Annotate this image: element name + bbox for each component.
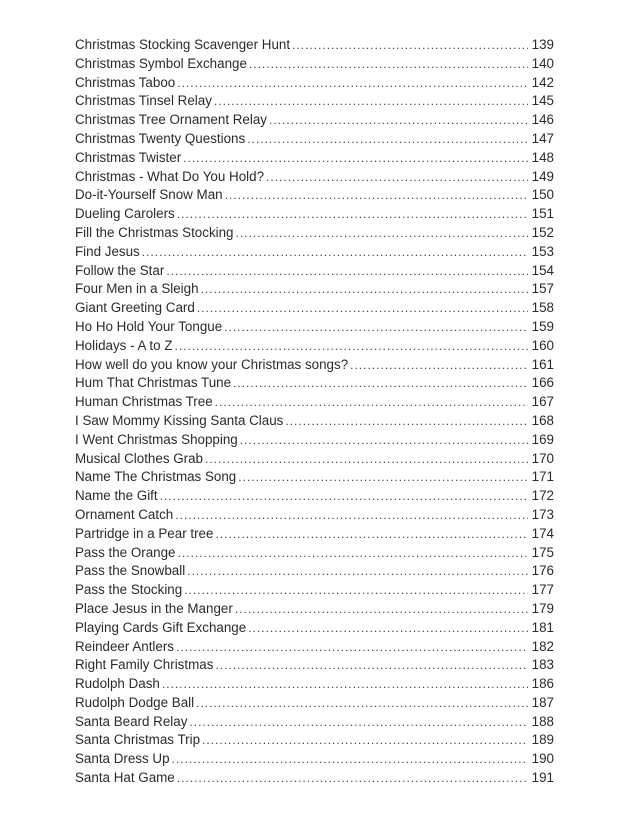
toc-entry[interactable] [75, 506, 554, 525]
toc-entry-page-number: 145 [531, 93, 554, 109]
dot-leader [269, 111, 528, 130]
toc-entry[interactable] [75, 356, 554, 375]
toc-entry[interactable] [75, 280, 554, 299]
toc-entry[interactable] [75, 431, 554, 450]
toc-entry-title: Santa Beard Relay [75, 713, 188, 729]
toc-entry-page-number: 183 [531, 657, 554, 673]
toc-entry-title: Christmas Twenty Questions [75, 130, 246, 146]
toc-entry-page-number: 148 [531, 149, 554, 165]
toc-entry[interactable] [75, 638, 554, 657]
toc-entry-title: Holidays - A to Z [75, 337, 173, 353]
toc-entry-title: Name The Christmas Song [75, 469, 237, 485]
dot-leader [202, 731, 528, 750]
dot-leader [214, 92, 528, 111]
dot-leader [225, 186, 528, 205]
toc-entry-title: Ornament Catch [75, 506, 174, 522]
toc-entry[interactable] [75, 581, 554, 600]
toc-entry-title: Follow the Star [75, 262, 165, 278]
dot-leader [249, 55, 528, 74]
toc-entry-page-number: 158 [531, 300, 554, 316]
toc-entry-page-number: 181 [531, 619, 554, 635]
toc-entry[interactable] [75, 562, 554, 581]
dot-leader [142, 243, 528, 262]
toc-entry-title: I Went Christmas Shopping [75, 431, 238, 447]
dot-leader [247, 130, 528, 149]
dot-leader [215, 656, 528, 675]
toc-entry-page-number: 161 [531, 356, 554, 372]
toc-entry-page-number: 166 [531, 375, 554, 391]
toc-entry-page-number: 151 [531, 206, 554, 222]
dot-leader [205, 450, 528, 469]
dot-leader [285, 412, 528, 431]
toc-entry[interactable] [75, 600, 554, 619]
toc-entry-page-number: 153 [531, 243, 554, 259]
dot-leader [175, 337, 529, 356]
toc-entry-title: Santa Christmas Trip [75, 732, 201, 748]
toc-entry-title: Christmas Stocking Scavenger Hunt [75, 37, 291, 52]
toc-entry[interactable] [75, 168, 554, 187]
dot-leader [215, 525, 528, 544]
toc-entry-page-number: 150 [531, 187, 554, 203]
toc-entry-title: Christmas - What Do You Hold? [75, 168, 265, 184]
toc-entry-page-number: 160 [531, 337, 554, 353]
dot-leader [177, 205, 528, 224]
toc-entry-title: Rudolph Dodge Ball [75, 694, 195, 710]
toc-entry[interactable] [75, 487, 554, 506]
dot-leader [215, 393, 528, 412]
dot-leader [172, 750, 528, 769]
dot-leader [240, 431, 528, 450]
toc-entry-page-number: 149 [531, 168, 554, 184]
toc-entry-title: Dueling Carolers [75, 206, 175, 222]
toc-entry-title: Fill the Christmas Stocking [75, 224, 234, 240]
toc-entry-page-number: 171 [531, 469, 554, 485]
dot-leader [177, 769, 528, 788]
toc-entry-title: Do-it-Yourself Snow Man [75, 187, 223, 203]
dot-leader [175, 506, 528, 525]
toc-entry-page-number: 174 [531, 525, 554, 541]
dot-leader [233, 374, 528, 393]
toc-entry[interactable] [75, 619, 554, 638]
toc-entry-title: Reindeer Antlers [75, 638, 174, 654]
toc-entry[interactable] [75, 36, 554, 55]
dot-leader [197, 299, 528, 318]
toc-entry[interactable] [75, 299, 554, 318]
toc-entry[interactable] [75, 393, 554, 412]
toc-entry[interactable] [75, 656, 554, 675]
toc-entry-title: Find Jesus [75, 243, 140, 259]
dot-leader [177, 74, 528, 93]
toc-entry[interactable] [75, 450, 554, 469]
toc-entry-page-number: 176 [531, 563, 554, 579]
dot-leader [201, 280, 528, 299]
toc-entry-title: Christmas Twister [75, 149, 182, 165]
toc-entry[interactable] [75, 750, 554, 769]
toc-entry[interactable] [75, 262, 554, 281]
toc-entry-title: Pass the Stocking [75, 582, 183, 598]
toc-entry-page-number: 157 [531, 281, 554, 297]
toc-entry-title: Santa Dress Up [75, 751, 170, 767]
toc-entry-page-number: 168 [531, 412, 554, 428]
toc-entry-title: How well do you know your Christmas songs? [75, 356, 349, 372]
toc-entry-title: Pass the Orange [75, 544, 176, 560]
toc-entry-page-number: 173 [531, 506, 554, 522]
toc-entry-page-number: 182 [531, 638, 554, 654]
toc-entry[interactable] [75, 694, 554, 713]
toc-entry[interactable] [75, 713, 554, 732]
toc-entry-page-number: 146 [531, 112, 554, 128]
toc-entry[interactable] [75, 769, 554, 788]
toc-entry-page-number: 169 [531, 431, 554, 447]
dot-leader [160, 487, 528, 506]
toc-entry-title: Playing Cards Gift Exchange [75, 619, 247, 635]
toc-entry-title: Four Men in a Sleigh [75, 281, 199, 297]
toc-entry-page-number: 147 [531, 130, 554, 146]
toc-entry-title: Christmas Symbol Exchange [75, 55, 247, 71]
toc-entry-title: Giant Greeting Card [75, 300, 195, 316]
toc-entry[interactable] [75, 111, 554, 130]
toc-entry-title: Place Jesus in the Manger [75, 600, 233, 616]
dot-leader [266, 168, 528, 187]
toc-entry-title: Human Christmas Tree [75, 394, 213, 410]
toc-entry-page-number: 177 [531, 582, 554, 598]
dot-leader [187, 562, 528, 581]
dot-leader [238, 468, 528, 487]
toc-entry-page-number: 159 [531, 318, 554, 334]
toc-entry[interactable] [75, 186, 554, 205]
toc-entry-page-number: 167 [531, 394, 554, 410]
dot-leader [162, 675, 528, 694]
toc-entry-title: Christmas Tree Ornament Relay [75, 112, 267, 128]
toc-entry-page-number: 190 [531, 751, 554, 767]
toc-entry-title: Musical Clothes Grab [75, 450, 204, 466]
dot-leader [292, 36, 528, 55]
dot-leader [236, 224, 528, 243]
dot-leader [248, 619, 528, 638]
dot-leader [166, 262, 528, 281]
toc-entry-title: I Saw Mommy Kissing Santa Claus [75, 412, 284, 428]
toc-entry[interactable] [75, 675, 554, 694]
toc-entry-title: Right Family Christmas [75, 657, 214, 673]
toc-entry-page-number: 175 [531, 544, 554, 560]
toc-entry-page-number: 189 [531, 732, 554, 748]
toc-entry[interactable] [75, 468, 554, 487]
dot-leader [178, 544, 529, 563]
toc-entry-page-number: 179 [531, 600, 554, 616]
toc-entry[interactable] [75, 224, 554, 243]
toc-entry-page-number: 186 [531, 676, 554, 692]
toc-entry[interactable] [75, 318, 554, 337]
toc-entry[interactable] [75, 130, 554, 149]
dot-leader [184, 581, 528, 600]
table-of-contents [75, 36, 554, 788]
toc-entry[interactable] [75, 374, 554, 393]
toc-entry-page-number: 139 [531, 37, 554, 52]
toc-entry[interactable] [75, 149, 554, 168]
toc-entry-title: Name the Gift [75, 488, 158, 504]
dot-leader [183, 149, 528, 168]
toc-entry-page-number: 170 [531, 450, 554, 466]
toc-entry-title: Partridge in a Pear tree [75, 525, 214, 541]
toc-entry[interactable] [75, 92, 554, 111]
toc-entry-title: Rudolph Dash [75, 676, 160, 692]
toc-entry[interactable] [75, 525, 554, 544]
toc-entry-page-number: 142 [531, 74, 554, 90]
dot-leader [350, 356, 528, 375]
toc-entry[interactable] [75, 337, 554, 356]
dot-leader [189, 713, 528, 732]
toc-entry[interactable] [75, 205, 554, 224]
toc-entry-page-number: 187 [531, 694, 554, 710]
toc-entry[interactable] [75, 243, 554, 262]
dot-leader [224, 318, 528, 337]
toc-entry[interactable] [75, 544, 554, 563]
toc-entry[interactable] [75, 74, 554, 93]
toc-entry-page-number: 191 [531, 770, 554, 786]
toc-entry[interactable] [75, 731, 554, 750]
toc-entry-title: Pass the Snowball [75, 563, 186, 579]
toc-entry-page-number: 188 [531, 713, 554, 729]
toc-entry-page-number: 152 [531, 224, 554, 240]
dot-leader [176, 638, 528, 657]
dot-leader [196, 694, 528, 713]
toc-entry[interactable] [75, 412, 554, 431]
dot-leader [235, 600, 528, 619]
toc-entry-title: Christmas Tinsel Relay [75, 93, 212, 109]
toc-entry-page-number: 140 [531, 55, 554, 71]
toc-entry-title: Christmas Taboo [75, 74, 176, 90]
toc-entry-title: Santa Hat Game [75, 770, 175, 786]
toc-entry[interactable] [75, 55, 554, 74]
toc-entry-title: Hum That Christmas Tune [75, 375, 232, 391]
toc-entry-page-number: 154 [531, 262, 554, 278]
toc-entry-title: Ho Ho Hold Your Tongue [75, 318, 223, 334]
toc-entry-page-number: 172 [531, 488, 554, 504]
